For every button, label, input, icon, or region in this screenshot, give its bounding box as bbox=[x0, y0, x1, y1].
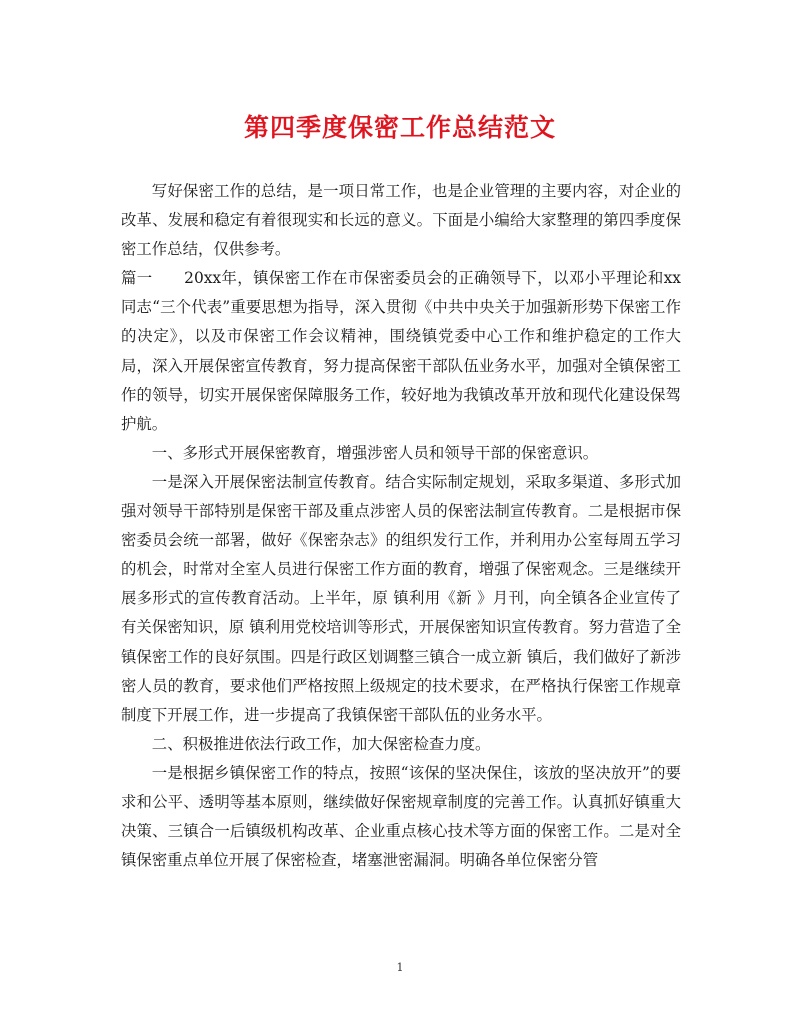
paragraph-section-2: 一是根据乡镇保密工作的特点，按照“该保的坚决保住，该放的坚决放开”的要求和公平、透明等基本原则，继续做好保密规章制度的完善工作。认真抓好镇重大决策、三镇合一后镇级机构改革、企业重点核心技术等方面的保密工作。二是对全镇保密重点单位开展了保密检查，堵塞泄密漏洞。明确各单位保密分管 bbox=[121, 763, 681, 870]
paragraph-section-1: 一是深入开展保密法制宣传教育。结合实际制定规划，采取多渠道、多形式加强对领导干部特别是保密干部及重点涉密人员的保密法制宣传教育。二是根据市保密委员会统一部署，做好《保密杂志》的组织发行工作，并利用办公室每周五学习的机会，时常对全室人员进行保密工作方面的教育，增强了保密观念。三是继续开展多形式的宣传教育活动。上半年，原 镇利用《新 》月刊，向全镇各企业宣传了有关保密知识，原 镇利用党校培训等形式，开展保密知识宣传教育。努力营造了全镇保密工作的良好氛围。四是行政区划调整三镇合一成立新 镇后，我们做好了新涉密人员的教育，要求他们严格按照上级规定的技术要求，在严格执行保密工作规章制度下开展工作，进一步提高了我镇保密干部队伍的业务水平。 bbox=[121, 472, 681, 724]
section-heading-2: 二、积极推进依法行政工作，加大保密检查力度。 bbox=[151, 734, 491, 753]
section-heading-1: 一、多形式开展保密教育，增强涉密人员和领导干部的保密意识。 bbox=[151, 443, 599, 462]
paragraph-part-one: 篇一 20xx年，镇保密工作在市保密委员会的正确领导下，以邓小平理论和xx同志“三个代表”重要思想为指导，深入贯彻《中共中央关于加强新形势下保密工作的决定》，以及市保密工作会议精神，围绕镇党委中心工作和维护稳定的工作大局，深入开展保密宣传教育，努力提高保密干部队伍业务水平，加强对全镇保密工作的领导，切实开展保密保障服务工作，较好地为我镇改革开放和现代化建设保驾护航。 bbox=[121, 269, 681, 433]
document-title: 第四季度保密工作总结范文 bbox=[243, 113, 556, 142]
page-number: 1 bbox=[396, 961, 404, 974]
paragraph-intro: 写好保密工作的总结，是一项日常工作，也是企业管理的主要内容，对企业的改革、发展和稳定有着很现实和长远的意义。下面是小编给大家整理的第四季度保密工作总结，仅供参考。 bbox=[121, 182, 681, 259]
document-body bbox=[121, 177, 681, 875]
